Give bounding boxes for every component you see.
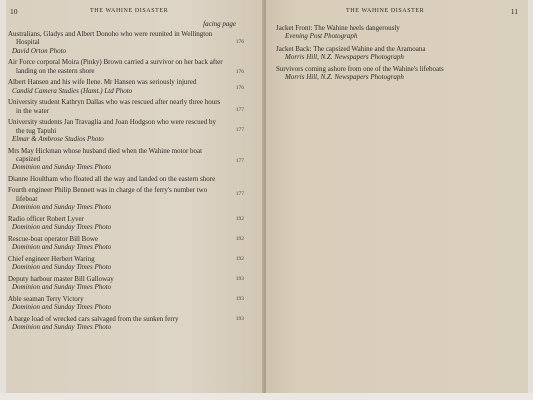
entry-caption: Albert Hansen and his wife Ilene. Mr Hansen was seriously injured bbox=[8, 78, 197, 87]
list-item bbox=[8, 255, 246, 272]
list-item bbox=[8, 295, 246, 312]
facing-page-label: facing page bbox=[203, 20, 236, 28]
entry-caption: University students Jan Travaglia and Joan Hodgson who were rescued by the tug Tapuhi bbox=[8, 118, 217, 135]
list-item bbox=[8, 275, 246, 292]
entry-page-number: 177 bbox=[235, 127, 244, 134]
entry-caption: Deputy harbour master Bill Galloway bbox=[8, 274, 114, 283]
list-item bbox=[8, 175, 246, 183]
entry-caption: Fourth engineer Philip Bennett was in charge of the ferry's number two lifeboat bbox=[8, 186, 208, 203]
entry-page-number: 193 bbox=[235, 315, 244, 322]
entry-caption: Air Force corporal Moira (Pinky) Brown carried a survivor on her back after landing on the eastern shore bbox=[8, 58, 223, 75]
entry-credit: Dominion and Sunday Times Photo bbox=[12, 163, 112, 172]
right-page bbox=[266, 0, 528, 393]
entry-credit: David Orton Photo bbox=[12, 46, 67, 55]
entry-caption: Rescue-boat operator Bill Bowe bbox=[8, 234, 99, 243]
entry-caption: Jacket Back: The capsized Wahine and the Aramoana bbox=[276, 44, 426, 53]
left-page-number: 10 bbox=[10, 7, 18, 16]
jacket-credit-list bbox=[276, 24, 516, 86]
entry-page-number: 192 bbox=[235, 235, 244, 242]
left-page bbox=[6, 0, 264, 393]
entry-page-number: 176 bbox=[235, 39, 244, 45]
entry-page-number: 176 bbox=[235, 69, 244, 76]
entry-caption: Jacket Front: The Wahine heels dangerously bbox=[276, 24, 400, 32]
list-item bbox=[8, 186, 246, 211]
entry-caption: Mrs May Hickman whose husband died when the Wahine motor boat capsized bbox=[8, 146, 203, 163]
entry-page-number: 177 bbox=[235, 191, 244, 198]
entry-caption: Able seaman Terry Victory bbox=[8, 294, 84, 303]
list-item bbox=[8, 118, 246, 143]
entry-caption: A barge load of wrecked cars salvaged from the sunken ferry bbox=[8, 314, 179, 323]
entry-credit: Morris Hill, N.Z. Newspapers Photograph bbox=[285, 52, 404, 61]
list-item bbox=[276, 24, 516, 41]
list-item bbox=[8, 315, 246, 332]
list-item bbox=[8, 30, 246, 55]
illustration-list bbox=[8, 30, 246, 335]
entry-caption: University student Kathryn Dallas who was rescued after nearly three hours in the water bbox=[8, 98, 221, 115]
entry-credit: Dominion and Sunday Times Photo bbox=[12, 223, 112, 232]
entry-credit: Candid Camera Studies (Hamt.) Ltd Photo bbox=[12, 86, 133, 95]
entry-credit: Evening Post Photograph bbox=[285, 32, 358, 41]
entry-credit: Morris Hill, N.Z. Newspapers Photograph bbox=[285, 73, 404, 82]
list-item bbox=[276, 65, 516, 82]
entry-caption: Dianne Houltham who floated all the way and landed on the eastern shore bbox=[8, 174, 216, 183]
left-running-head: THE WAHINE DISASTER bbox=[90, 8, 169, 14]
entry-credit: Dominion and Sunday Times Photo bbox=[12, 263, 112, 272]
list-item bbox=[276, 45, 516, 62]
list-item bbox=[8, 78, 246, 95]
scan-background bbox=[0, 393, 533, 400]
entry-page-number: 192 bbox=[235, 255, 244, 262]
entry-caption: Survivors coming ashore from one of the Wahine's lifeboats bbox=[276, 65, 444, 74]
entry-caption: Chief engineer Herbert Waring bbox=[8, 254, 95, 263]
entry-credit: Dominion and Sunday Times Photo bbox=[12, 203, 112, 212]
entry-page-number: 176 bbox=[235, 85, 244, 92]
list-item bbox=[8, 58, 246, 75]
entry-page-number: 192 bbox=[235, 215, 244, 222]
entry-page-number: 193 bbox=[235, 295, 244, 302]
entry-credit: Dominion and Sunday Times Photo bbox=[12, 303, 112, 311]
entry-credit: Elmar & Ambrose Studios Photo bbox=[12, 134, 104, 143]
entry-page-number: 193 bbox=[235, 275, 244, 282]
entry-caption: Australians, Gladys and Albert Donoho who were reunited in Wellington Hospital bbox=[8, 30, 213, 47]
list-item bbox=[8, 98, 246, 115]
entry-credit: Dominion and Sunday Times Photo bbox=[12, 243, 112, 252]
right-running-head: THE WAHINE DISASTER bbox=[346, 8, 425, 14]
entry-credit: Dominion and Sunday Times Photo bbox=[12, 322, 112, 331]
list-item bbox=[8, 147, 246, 172]
entry-page-number: 177 bbox=[235, 107, 244, 114]
entry-credit: Dominion and Sunday Times Photo bbox=[12, 283, 112, 292]
list-item bbox=[8, 235, 246, 252]
entry-caption: Radio officer Robert Lyver bbox=[8, 214, 84, 223]
entry-page-number: 177 bbox=[235, 157, 244, 164]
list-item bbox=[8, 215, 246, 232]
right-page-number: 11 bbox=[510, 7, 518, 16]
